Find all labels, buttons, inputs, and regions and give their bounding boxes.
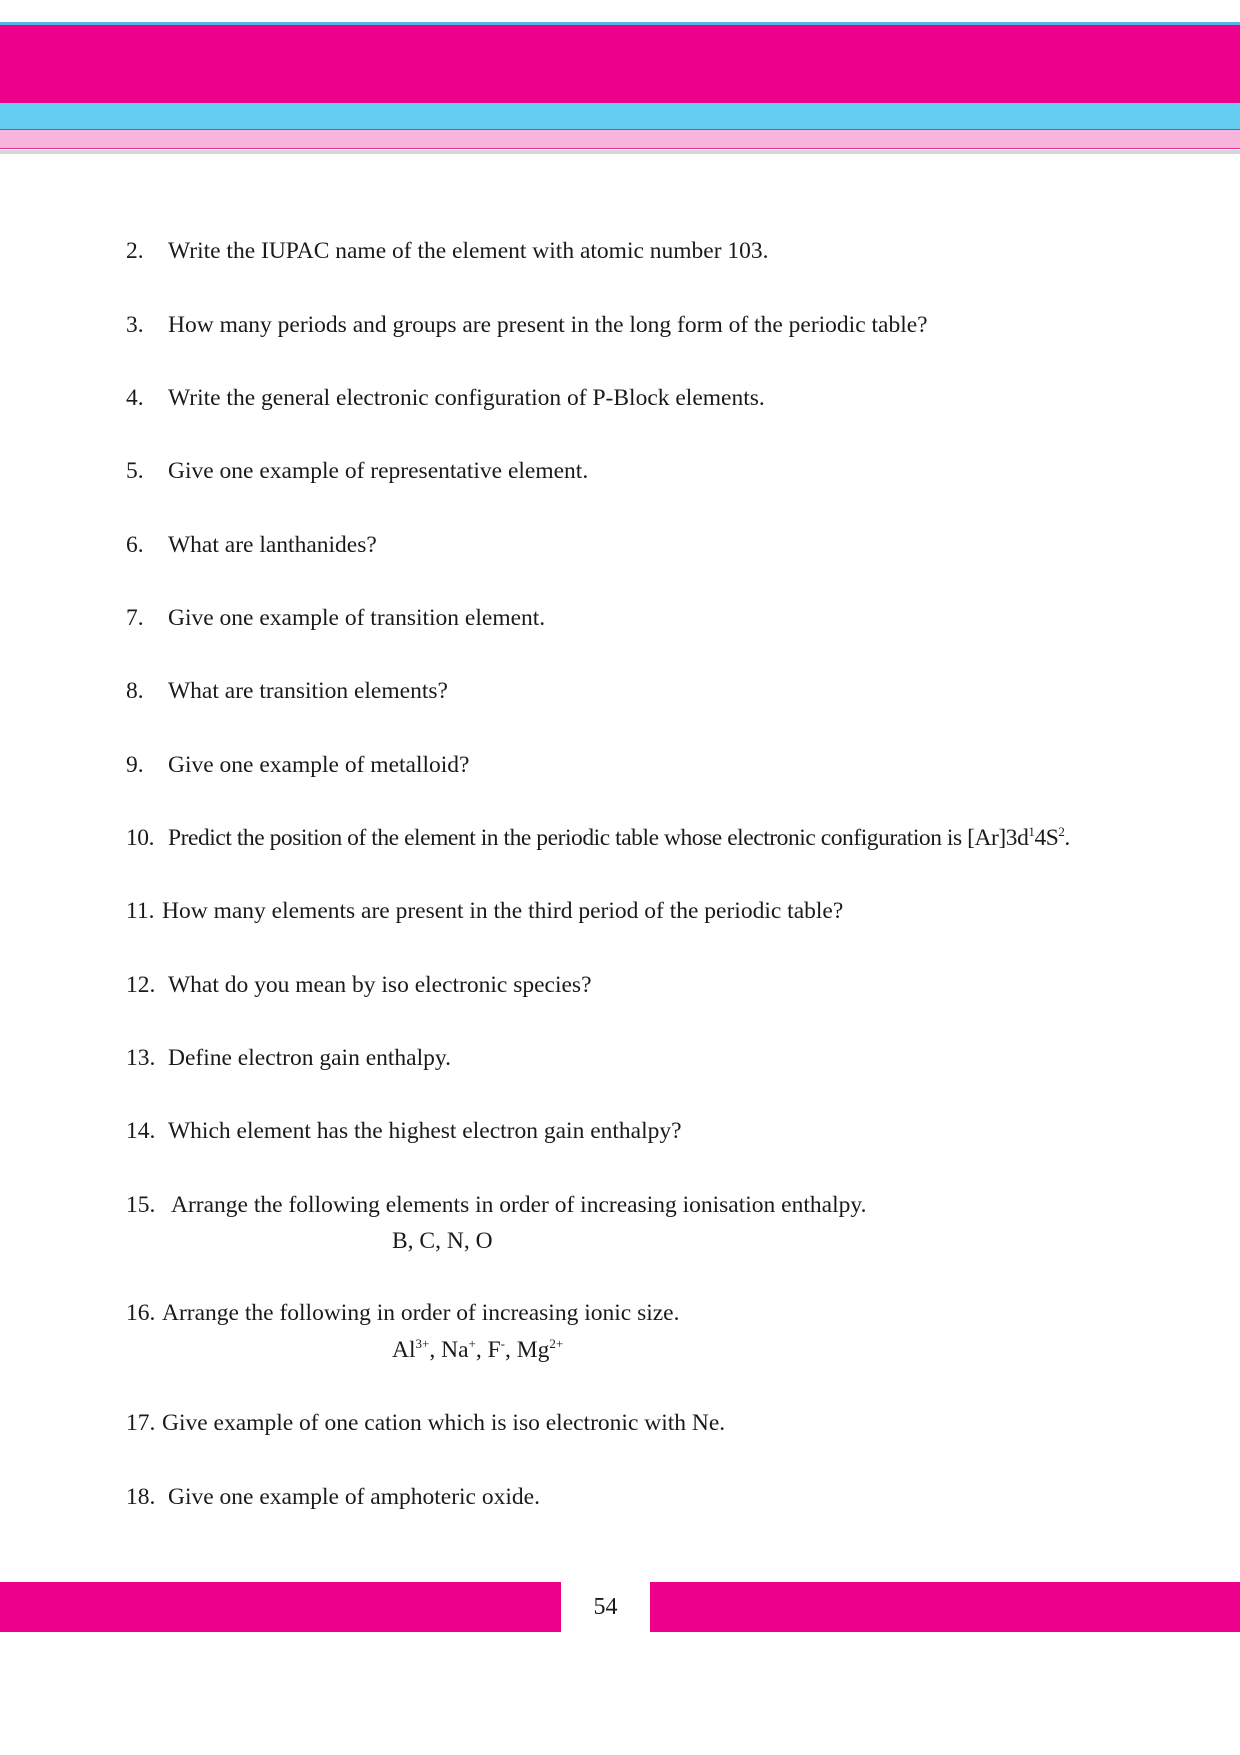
question-number: 14. xyxy=(126,1118,156,1144)
ion-charge: - xyxy=(500,1336,506,1352)
ion-charge: 3+ xyxy=(415,1336,430,1352)
header-gray-line xyxy=(0,150,1240,154)
question-number: 12. xyxy=(126,972,156,998)
question-10 xyxy=(126,824,1070,852)
question-7 xyxy=(126,604,545,632)
question-number: 3. xyxy=(126,312,144,338)
question-text: Define electron gain enthalpy. xyxy=(168,1045,451,1071)
question-2 xyxy=(126,237,769,265)
question-text: Give one example of metalloid? xyxy=(168,752,470,778)
question-15-elements: B, C, N, O xyxy=(392,1228,493,1254)
question-number: 11. xyxy=(126,898,155,924)
question-14 xyxy=(126,1117,682,1145)
superscript: 1 xyxy=(1028,824,1035,840)
question-number: 18. xyxy=(126,1484,156,1510)
question-number: 10. xyxy=(126,825,155,851)
question-text: Predict the position of the element in the periodic table whose electronic configuration is [Ar]3d xyxy=(168,825,1029,851)
question-8 xyxy=(126,677,448,705)
question-text: Give one example of amphoteric oxide. xyxy=(168,1484,540,1510)
ion-symbol: Mg xyxy=(516,1337,550,1363)
superscript: 2 xyxy=(1058,824,1065,840)
question-12 xyxy=(126,971,592,999)
question-number: 6. xyxy=(126,532,144,558)
question-text: How many elements are present in the third period of the periodic table? xyxy=(162,898,844,924)
question-number: 16. xyxy=(126,1300,156,1326)
ion-symbol: Al xyxy=(392,1337,416,1363)
question-number: 7. xyxy=(126,605,144,631)
question-text-part: 4S xyxy=(1034,825,1059,851)
ion-charge: + xyxy=(468,1336,476,1352)
question-5 xyxy=(126,457,588,485)
question-number: 2. xyxy=(126,238,144,264)
question-13 xyxy=(126,1044,451,1072)
question-text: Which element has the highest electron gain enthalpy? xyxy=(168,1118,682,1144)
question-11 xyxy=(126,897,843,925)
question-text: Write the general electronic configuration of P-Block elements. xyxy=(168,385,765,411)
question-text-part: . xyxy=(1064,825,1070,851)
question-number: 4. xyxy=(126,385,144,411)
question-text: What are lanthanides? xyxy=(168,532,377,558)
question-16 xyxy=(126,1299,679,1327)
question-number: 17. xyxy=(126,1410,156,1436)
header-cyan-band xyxy=(0,103,1240,129)
question-text: Write the IUPAC name of the element with atomic number 103. xyxy=(168,238,769,264)
question-text: Give one example of representative element. xyxy=(168,458,589,484)
question-text: Give example of one cation which is iso electronic with Ne. xyxy=(162,1410,726,1436)
footer-band-right xyxy=(650,1582,1240,1632)
question-text: Give one example of transition element. xyxy=(168,605,546,631)
question-9 xyxy=(126,751,469,779)
question-text: Arrange the following elements in order of increasing ionisation enthalpy. xyxy=(171,1192,867,1218)
question-17 xyxy=(126,1409,725,1437)
ion-symbol: Na xyxy=(441,1337,469,1363)
question-number: 9. xyxy=(126,752,144,778)
question-6 xyxy=(126,531,377,559)
ion-charge: 2+ xyxy=(549,1336,564,1352)
question-text: How many periods and groups are present in the long form of the periodic table? xyxy=(168,312,928,338)
question-text: What do you mean by iso electronic species? xyxy=(168,972,592,998)
question-text: What are transition elements? xyxy=(168,678,448,704)
question-18 xyxy=(126,1483,540,1511)
header-magenta-band xyxy=(0,25,1240,103)
question-number: 15. xyxy=(126,1192,156,1218)
question-15 xyxy=(126,1191,866,1219)
question-text: Arrange the following in order of increasing ionic size. xyxy=(162,1300,680,1326)
header-pink-band xyxy=(0,129,1240,149)
question-16-ions: $Al^{3+}$, Na+, F-, $Mg^{2+}$ xyxy=(392,1336,564,1363)
question-4 xyxy=(126,384,765,412)
question-number: 13. xyxy=(126,1045,156,1071)
question-3 xyxy=(126,311,928,339)
page-number: 54 xyxy=(593,1594,618,1620)
question-number: 5. xyxy=(126,458,144,484)
footer-band-left xyxy=(0,1582,561,1632)
ion-symbol: F xyxy=(487,1337,501,1363)
question-number: 8. xyxy=(126,678,144,704)
